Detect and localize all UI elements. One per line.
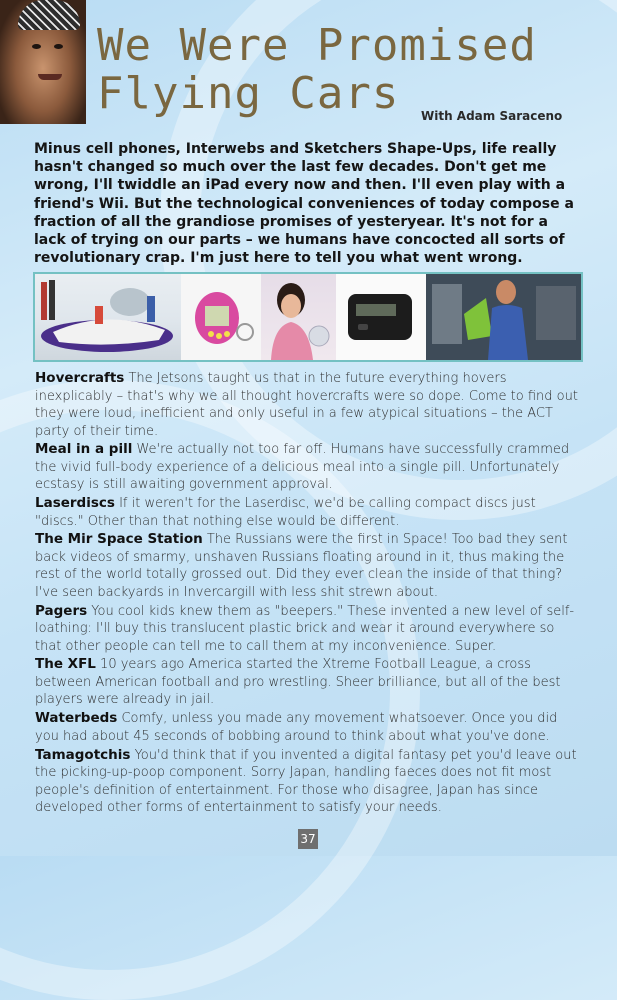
article-title xyxy=(97,22,537,118)
list-item xyxy=(35,495,580,530)
list-item xyxy=(35,370,580,440)
item-text: The Jetsons taught us that in the future everything hovers inexplicably – that's why we all thought hovercrafts were so dope. Come to find out they were loud, inefficient and only useful in a few atypical situations – the ACT party of their time. xyxy=(35,371,578,439)
list-item xyxy=(35,531,580,601)
item-term: Hovercrafts xyxy=(35,370,125,386)
item-text: You cool kids knew them as "beepers." These invented a new level of self-loathing: I'll buy this translucent plastic brick and wear it around everywhere so that other people can tell me to call them at my inconvenience. Super. xyxy=(35,603,575,654)
item-term: Meal in a pill xyxy=(35,441,133,458)
title-line-1: We Were Promised xyxy=(97,20,537,71)
item-term: The XFL xyxy=(35,656,96,673)
item-term: The Mir Space Station xyxy=(35,531,203,548)
list-item xyxy=(35,441,580,494)
intro-paragraph: Minus cell phones, Interwebs and Sketchers Shape-Ups, life really hasn't changed so much over the last few decades. Don't get me wrong, I'll twiddle an iPad every now and then. I'll even play with a friend's Wii. But the technological conveniences of today compose a fraction of all the grandiose promises of yesteryear. It's not for a lack of trying on our parts – we humans have concocted all sorts of revolutionary crap. I'm just here to tell you what went wrong. xyxy=(34,141,574,267)
item-text: The Russians were the first in Space! Too bad they sent back videos of smarmy, unshaven Russians floating around in it, thus making the rest of the world totally grossed out. Did they ever clean the inside of that thing? I've seen backyards in Invercargill with less shit strewn about. xyxy=(35,532,568,600)
list-item xyxy=(35,603,580,656)
article-list xyxy=(35,370,580,818)
list-item xyxy=(35,710,580,745)
photo-strip xyxy=(33,272,583,362)
page-number: 37 xyxy=(298,829,318,849)
hovercraft-photo xyxy=(35,274,181,360)
item-term: Pagers xyxy=(35,602,88,619)
author-portrait xyxy=(0,0,86,124)
mir-space-station-photo xyxy=(426,274,581,360)
tamagotchi-photo xyxy=(181,274,261,360)
item-text: We're actually not too far off. Humans have successfully crammed the vivid full-body experience of a delicious meal into a single pill. Unfortunately ecstasy is still awaiting government approval. xyxy=(35,442,570,493)
pager-photo xyxy=(336,274,426,360)
item-text: If it weren't for the Laserdisc, we'd be calling compact discs just "discs." Other than that nothing else would be different. xyxy=(35,496,536,529)
item-text: Comfy, unless you made any movement whatsoever. Once you did you had about 45 seconds of bobbing around to think about what you've done. xyxy=(35,711,558,744)
item-term: Waterbeds xyxy=(35,710,118,727)
item-text: 10 years ago America started the Xtreme Football League, a cross between American football and pro wrestling. Sheer brilliance, but all of the best players were already in jail. xyxy=(35,657,561,708)
byline: With Adam Saraceno xyxy=(421,109,563,123)
item-term: Tamagotchis xyxy=(35,746,131,763)
list-item xyxy=(35,747,580,817)
item-term: Laserdiscs xyxy=(35,495,115,512)
laserdisc-photo xyxy=(261,274,336,360)
item-text: You'd think that if you invented a digital fantasy pet you'd leave out the picking-up-poop component. Sorry Japan, handling faeces does not fit most people's definition of entertainment. For those who disagree, Japan has since developed other forms of entertainment to satisfy your needs. xyxy=(35,747,577,816)
list-item xyxy=(35,656,580,709)
title-line-2: Flying Cars xyxy=(97,68,400,119)
